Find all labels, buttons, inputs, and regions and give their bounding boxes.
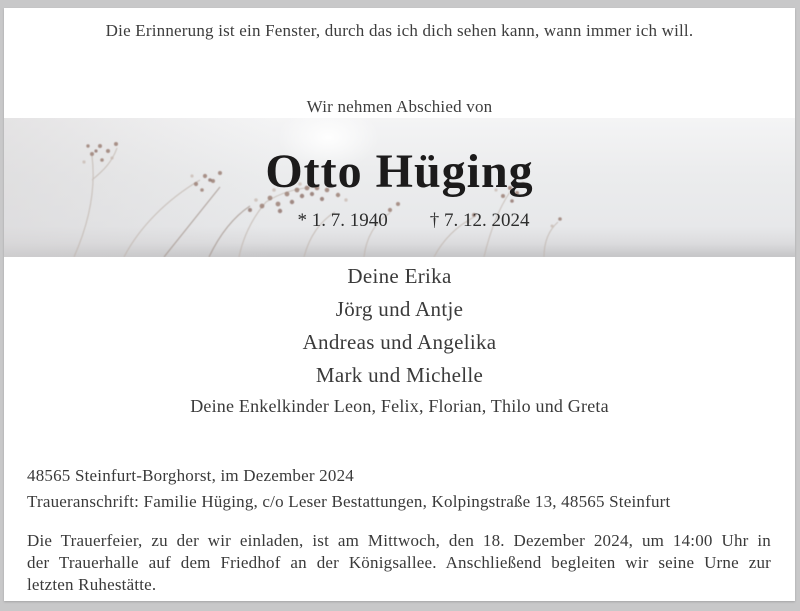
ceremony-info [27, 530, 771, 596]
death-date: † 7. 12. 2024 [429, 210, 530, 231]
grandchildren-line: Deine Enkelkinder Leon, Felix, Florian, Thilo und Greta [190, 396, 609, 416]
banner-photo [4, 118, 795, 257]
deceased-name: Otto Hüging [265, 145, 534, 198]
life-dates [18, 210, 795, 232]
memorial-quote: Die Erinnerung ist ein Fenster, durch das ich dich sehen kann, wann immer ich will. [105, 21, 694, 40]
obituary-card [4, 8, 795, 601]
banner-content [4, 118, 795, 257]
birth-date: * 1. 7. 1940 [297, 210, 388, 231]
address-block [27, 463, 772, 515]
condolence-address-line: Traueranschrift: Familie Hüging, c/o Leser Bestattungen, Kolpingstraße 13, 48565 Steinfurt [27, 492, 671, 511]
city-date-line: 48565 Steinfurt-Borghorst, im Dezember 2024 [27, 466, 354, 485]
mourner-line: Andreas und Angelika [302, 330, 497, 354]
mourners-list [4, 260, 795, 392]
ceremony-line: Die Trauerfeier, zu der wir einladen, ist am Mittwoch, den 18. Dezember 2024, um 14:00 Uhr in [27, 531, 771, 550]
mourner-line: Mark und Michelle [315, 363, 484, 387]
mourner-line: Deine Erika [347, 264, 452, 288]
farewell-intro: Wir nehmen Abschied von [306, 97, 493, 116]
ceremony-line: der Trauerhalle auf dem Friedhof an der Königsallee. Anschließend begleiten wir seine Urne zur [27, 553, 771, 572]
mourner-line: Jörg und Antje [335, 297, 464, 321]
ceremony-line: letzten Ruhestätte. [27, 575, 157, 594]
